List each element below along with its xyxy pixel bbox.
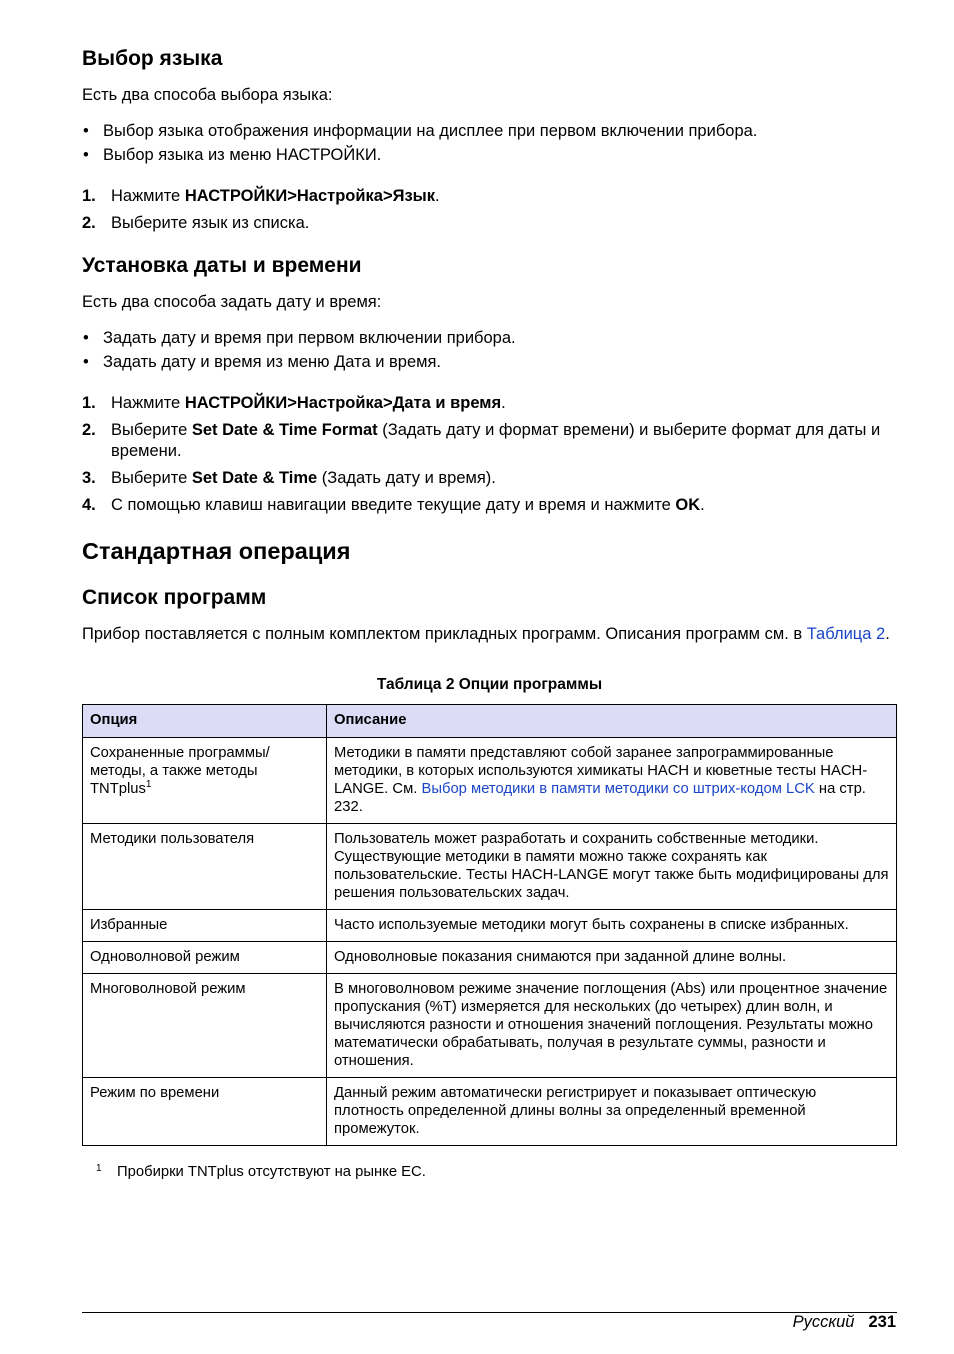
- table-caption: Таблица 2 Опции программы: [376, 676, 603, 693]
- description-cell: Пользователь может разработать и сохранить собственные методики. Существующие методики в памяти можно также сохранять как пользовательские. Тесты HACH-LANGE могут также быть модифицированы для решения пользовательских задач.: [327, 824, 897, 910]
- description-cell: Методики в памяти представляют собой заранее запрограммированные методики, в которых используются химикаты HACH и кюветные тесты HACH-LANGE. См. Выбор методики в памяти методики со штрих-кодом LCK на стр. 232.: [327, 738, 897, 824]
- description-cell: В многоволновом режиме значение поглощения (Abs) или процентное значение пропускания (%T) измеряется для нескольких (до четырех) длин волн, и вычисляются разности и отношения значений поглощения. Результаты можно математически обрабатывать, получая в результате суммы, разности и отношения.: [327, 974, 897, 1078]
- table-header-row: [83, 705, 897, 738]
- option-cell: Избранные: [83, 910, 327, 942]
- method-link[interactable]: Выбор методики в памяти методики со штрих-кодом LCK: [421, 781, 815, 797]
- section-heading-datetime: Установка даты и времени: [82, 254, 362, 277]
- column-header: Опция: [83, 705, 327, 738]
- table-row: [83, 974, 897, 1078]
- table-link[interactable]: Таблица 2: [806, 625, 886, 643]
- datetime-intro: Есть два способа задать дату и время:: [82, 293, 382, 311]
- footer-divider: [82, 1312, 897, 1313]
- table-row: [83, 738, 897, 824]
- table-row: [83, 910, 897, 942]
- page-footer: [793, 1313, 896, 1332]
- table-row: [83, 824, 897, 910]
- option-cell: Многоволновой режим: [83, 974, 327, 1078]
- description-cell: Данный режим автоматически регистрирует и показывает оптическую плотность определенной длины волны за определенный временной промежуток.: [327, 1078, 897, 1146]
- option-cell: Режим по времени: [83, 1078, 327, 1146]
- page-number: 231: [868, 1313, 896, 1331]
- programs-intro: Прибор поставляется с полным комплектом прикладных программ. Описания программ см. в Таблица 2.: [82, 625, 890, 643]
- table-row: [83, 942, 897, 974]
- option-cell: Сохраненные программы/методы, а также методы TNTplus$^1$: [83, 738, 327, 824]
- option-cell: Методики пользователя: [83, 824, 327, 910]
- section-heading-programs: Список программ: [82, 586, 267, 609]
- section-heading-language: Выбор языка: [82, 47, 223, 70]
- chapter-heading: Стандартная операция: [82, 538, 351, 564]
- footer-language: Русский: [792, 1313, 855, 1331]
- table-row: [83, 1078, 897, 1146]
- program-options-table: [82, 704, 897, 1146]
- description-cell: Часто используемые методики могут быть сохранены в списке избранных.: [327, 910, 897, 942]
- description-cell: Одноволновые показания снимаются при заданной длине волны.: [327, 942, 897, 974]
- option-cell: Одноволновой режим: [83, 942, 327, 974]
- language-intro: Есть два способа выбора языка:: [82, 86, 333, 104]
- column-header: Описание: [327, 705, 897, 738]
